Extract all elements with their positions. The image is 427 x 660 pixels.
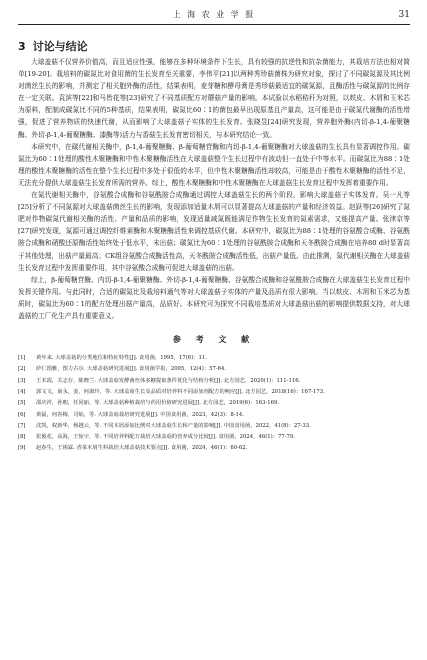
- reference-item: [18, 376, 410, 387]
- reference-number: [1]: [18, 355, 26, 362]
- reference-item: [18, 353, 410, 364]
- running-header: [18, 8, 410, 22]
- reference-text: 沈凯，权新华，杨越云，等. 不同木屑添加比例对大球盖菇生长和产量的影响[J]. 中国食用菌，2022，41(8)：27-33.: [36, 422, 311, 429]
- header-divider: [18, 24, 410, 25]
- page-number: 31: [398, 10, 410, 20]
- reference-number: [7]: [18, 422, 26, 429]
- reference-text: 赵春生，王锡霖. 香菜木屑生料栽培大球盖菇技术要点[J]. 食用菌，2024，46(1)：60-62.: [36, 445, 248, 452]
- journal-page: [18, 0, 410, 660]
- paragraph: 在氮代谢相关酶中，谷氨酸合成酶和谷氨酰胺合成酶通过调控大球盖菇生长的两个阶段，影响大球盖菇子实体发育。吴一凡等[25]分析了不同氮源对大球盖菇菌丝生长的影响，发现添加适量木屑可以显著提高大球盖菇的产量和经济效益。赵跃等[26]研究了氮肥对作物碳氮代谢相关酶的活性、产量和品质的影响，发现适量减氮既能满足作物生长发育的氮素需求，又能提高产量。张津京等[27]研究发现，氮源可通过调控纤维素酶和木聚糖酶活性来调控基质代谢。本研究中，碳氮比为88∶1处理的谷氨酸合成酶、谷氨酰胺合成酶和硝酸还原酶活性始终处于低水平，未出菇；碳氮比为60∶1处理的谷氨酰胺合成酶和天冬酰胺合成酶在培养80 d时显著高于其他处理，出菇产量最高；CK组谷氨酸合成酶活性高，天冬酰胺合成酶活性低，出菇产量低。由此推测，氮代谢相关酶在大球盖菇生长发育过程中发挥重要作用，其中谷氨酸合成酶可促进大球盖菇的出菇。: [18, 191, 410, 272]
- journal-title: 上 海 农 业 学 报: [172, 10, 256, 19]
- reference-number: [5]: [18, 400, 26, 407]
- reference-item: [18, 410, 410, 421]
- reference-number: [2]: [18, 366, 26, 373]
- reference-item: [18, 387, 410, 398]
- reference-text: 黄磊，何春梅，司灿，等. 大球盖菇栽培研究进展[J]. 中国食用菌，2023，42(3)：8-14.: [36, 411, 244, 418]
- reference-list: [18, 353, 410, 455]
- reference-text: 萨仁图雅，图力古尔. 大球盖菇研究进展[J]. 食用菌学报，2005，12(4)：57-64.: [36, 366, 227, 373]
- reference-item: [18, 432, 410, 443]
- references-heading: 参 考 文 献: [172, 335, 256, 345]
- reference-number: [6]: [18, 411, 26, 418]
- reference-number: [8]: [18, 434, 26, 441]
- reference-number: [3]: [18, 377, 26, 384]
- reference-text: 郭文文，俞永，姜，何淑玲，等. 大球盖菇生长及品质对培养料不同添加剂配方的响应[J]. 北方园艺，2018(16)：167-173.: [36, 388, 325, 395]
- reference-text: 张俊花，高海，王惊宇，等. 不同培养料配方栽培大球盖菇的营养成分比较[J]. 食用菌，2024，46(1)：77-79.: [36, 434, 295, 441]
- reference-item: [18, 364, 410, 375]
- paragraph: 综上，β-葡萄糖苷酶、内切-β-1,4-葡聚糖酶、外切-β-1,4-葡聚糖酶、谷氨酸合成酶和谷氨酰胺合成酶在大球盖菇生长发育过程中发挥关键作用。与此同时，合适的碳氮比及栽培料通气等对大球盖菇子实体的产量及品质有很大影响。当以麸皮、木屑和玉米芯为基质时，碳氮比为60∶1的配方处理出菇产量高，品质好。本研究可为探究不同栽培基质对大球盖菇出菇的影响提供数据支持，对大球盖菇的工厂化生产具有重要意义。: [18, 275, 410, 320]
- section-title: 讨论与结论: [32, 40, 88, 53]
- reference-item: [18, 443, 410, 454]
- reference-item: [18, 421, 410, 432]
- reference-text: 王术霞，关志存，陈晓兰. 大球盖菇发酵菌丝体多糖提取条件优化与结构分析[J]. 北方园艺，2020(1)：111-116.: [36, 377, 301, 384]
- section-heading: [18, 40, 88, 54]
- reference-item: [18, 398, 410, 409]
- reference-number: [4]: [18, 388, 26, 395]
- paragraph: 大球盖菇不仅营养价值高，而且适应性强，能够在多种环境条件下生长，具有较强的抗逆性和抗杂菌能力，其栽培方法也相对简单[19-20]。栽培料的碳氮比对食用菌的生长发育至关重要，李伟平[21]以两种秀珍菇菌株为研究对象，探讨了不同碳氮源及其比例对菌丝生长的影响，并测定了相关胞外酶的活性，结果表明，麦芽糖和酵母膏是秀珍菇最适宜的碳氮源，且酶活性与碳氮源的比例存在一定关联。袁滨等[22]和马皆花等[23]研究了不同基质配方对蘑菇产量的影响。本试验以水稻秸秆为对照，以麸皮、木屑和玉米芯为原料，配制成碳氮比不同的5种基质，结果表明，碳氮比60∶1的菌包最早出现原基且产量高，这可能是由于碳氮代谢酶的活性增强，促进了营养物质的快速代谢，从而影响了大球盖菇子实体的生长发育。张晓昱[24]研究发现，营养胞外酶(内切-β-1,4-葡聚糖酶、外切-β-1,4-葡聚糖酶、漆酶等)活力与香菇生长发育密切相关，与本研究结论一致。: [18, 58, 410, 139]
- paragraph: 本研究中，在碳代谢相关酶中，β-1,4-葡聚糖酶、β-葡萄糖苷酶和内切-β-1,4-葡聚糖酶对大球盖菇的生长具有显著调控作用。碳氮比为60∶1处理的酸性木聚糖酶和中性木聚糖酶活性在大球盖菇整个生长过程中有波动但一直处于中等水平。而碳氮比为88∶1处理的酸性木聚糖酶的活性在整个生长过程中多处于很低的水平，但中性木聚糖酶活性却较高，可能是由于酸性木聚糖酶的活性不足，无法充分提供大球盖菇生长发育所需的营养。综上，酸性木聚糖酶和中性木聚糖酶在大球盖菇生长发育过程中发挥着重要作用。: [18, 142, 410, 187]
- reference-text: 邵庆祥，孙朝，任同丽，等. 大球盖菇种植栽培与药用价值研究进展[J]. 北方园艺，2019(6)：163-169.: [36, 400, 280, 407]
- article-body: [18, 56, 410, 455]
- reference-number: [9]: [18, 445, 26, 452]
- reference-text: 黄年来. 大球盖菇的分类地位和特征特性[J]. 食用菌，1995，17(6)：11.: [36, 355, 207, 362]
- section-number: 3: [18, 40, 26, 53]
